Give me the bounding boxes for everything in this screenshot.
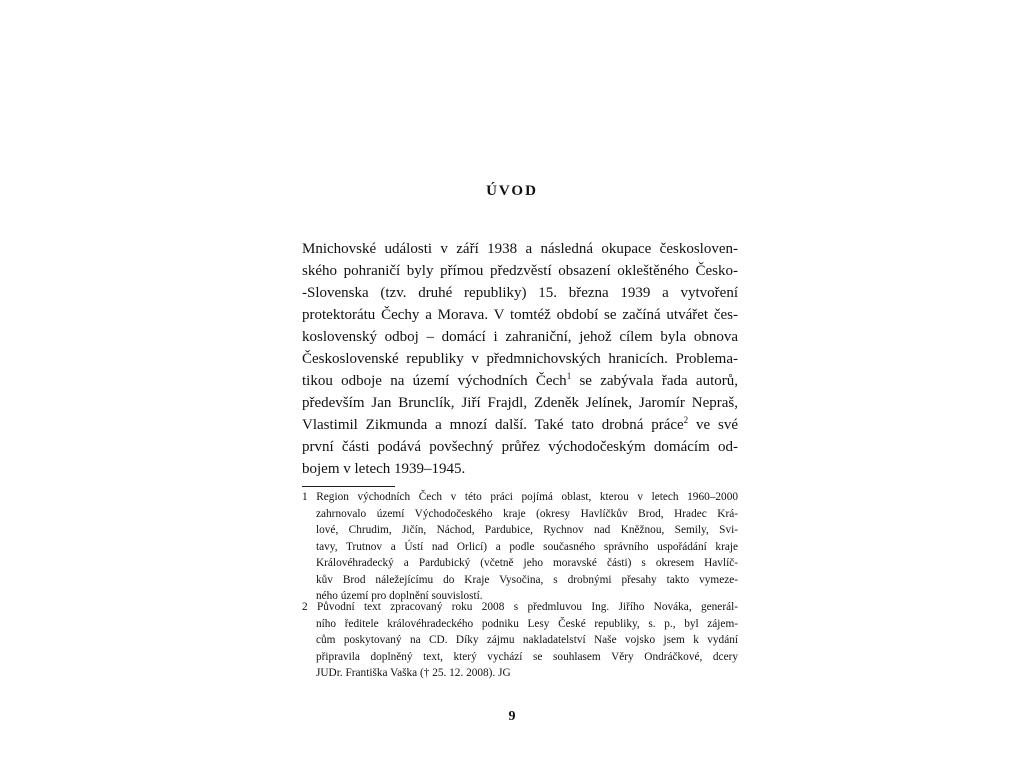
footnote-line: lové, Chrudim, Jičín, Náchod, Pardubice, Rychnov nad Kněžnou, Semily, Svi- bbox=[316, 524, 738, 536]
footnote-line: tavy, Trutnov a Ústí nad Orlicí) a podle současného správního uspořádání kraje bbox=[316, 540, 738, 553]
paragraph-line: -Slovenska (tzv. druhé republiky) 15. března 1939 a vytvoření bbox=[302, 285, 738, 301]
footnote-line: zahrnovalo území Východočeského kraje (okresy Havlíčkův Brod, Hradec Krá- bbox=[316, 507, 738, 520]
footnote-line: 1 Region východních Čech v této práci pojímá oblast, kterou v letech 1960–2000 bbox=[302, 491, 738, 503]
footnote-line: JUDr. Františka Vaška († 25. 12. 2008). JG bbox=[316, 667, 511, 679]
paragraph-text: se zabývala řada autorů, bbox=[571, 373, 738, 389]
chapter-heading: ÚVOD bbox=[486, 183, 538, 199]
main-paragraph bbox=[302, 238, 738, 480]
footnote-line: Královéhradecký a Pardubický (včetně jeho moravské části) s okresem Havlíč- bbox=[316, 557, 738, 569]
footnote-line: cům poskytovaný na CD. Díky zájmu nakladatelství Naše vojsko jsem k vydání bbox=[316, 634, 738, 646]
footnote-line: ního ředitele královéhradeckého podniku Lesy České republiky, s. p., byl zájem- bbox=[316, 617, 738, 630]
paragraph-line: první části podává povšechný průřez východočeským domácím od- bbox=[302, 439, 738, 455]
paragraph-line bbox=[302, 370, 738, 392]
paragraph-text: ve své bbox=[688, 417, 738, 433]
footnote-line: připravila doplněný text, který vychází se souhlasem Věry Ondráčkové, dcery bbox=[316, 650, 738, 663]
paragraph-line: především Jan Brunclík, Jiří Frajdl, Zdeněk Jelínek, Jaromír Nepraš, bbox=[302, 395, 738, 411]
paragraph-line: Mnichovské události v září 1938 a následná okupace českosloven- bbox=[302, 241, 738, 257]
paragraph-text: tikou odboje na území východních Čech bbox=[302, 373, 567, 389]
footnote-reference-1[interactable]: 1 bbox=[566, 371, 572, 381]
paragraph-line: bojem v letech 1939–1945. bbox=[302, 461, 466, 477]
paragraph-line: koslovenský odboj – domácí i zahraniční, jehož cílem byla obnova bbox=[302, 329, 738, 345]
footnote-1 bbox=[302, 489, 738, 605]
footnote-line: ného území pro doplnění souvislostí. bbox=[316, 590, 483, 602]
paragraph-line: Československé republiky v předmnichovských hranicích. Problema- bbox=[302, 351, 738, 367]
footnote-reference-2[interactable]: 2 bbox=[683, 415, 689, 425]
paragraph-line bbox=[302, 414, 738, 436]
footnote-2 bbox=[302, 599, 738, 682]
footnote-separator bbox=[302, 486, 395, 487]
paragraph-line: ského pohraničí byly přímou předzvěstí obsazení okleštěného Česko- bbox=[302, 263, 738, 279]
footnote-line: kův Brod náležejícímu do Kraje Vysočina, s drobnými přesahy takto vymeze- bbox=[316, 573, 738, 586]
page-number: 9 bbox=[508, 709, 516, 724]
paragraph-text: Vlastimil Zikmunda a mnozí další. Také tato drobná práce bbox=[302, 417, 684, 433]
footnote-line: 2 Původní text zpracovaný roku 2008 s předmluvou Ing. Jiřího Nováka, generál- bbox=[302, 601, 738, 613]
paragraph-line: protektorátu Čechy a Morava. V tomtéž období se začíná utvářet čes- bbox=[302, 307, 738, 323]
